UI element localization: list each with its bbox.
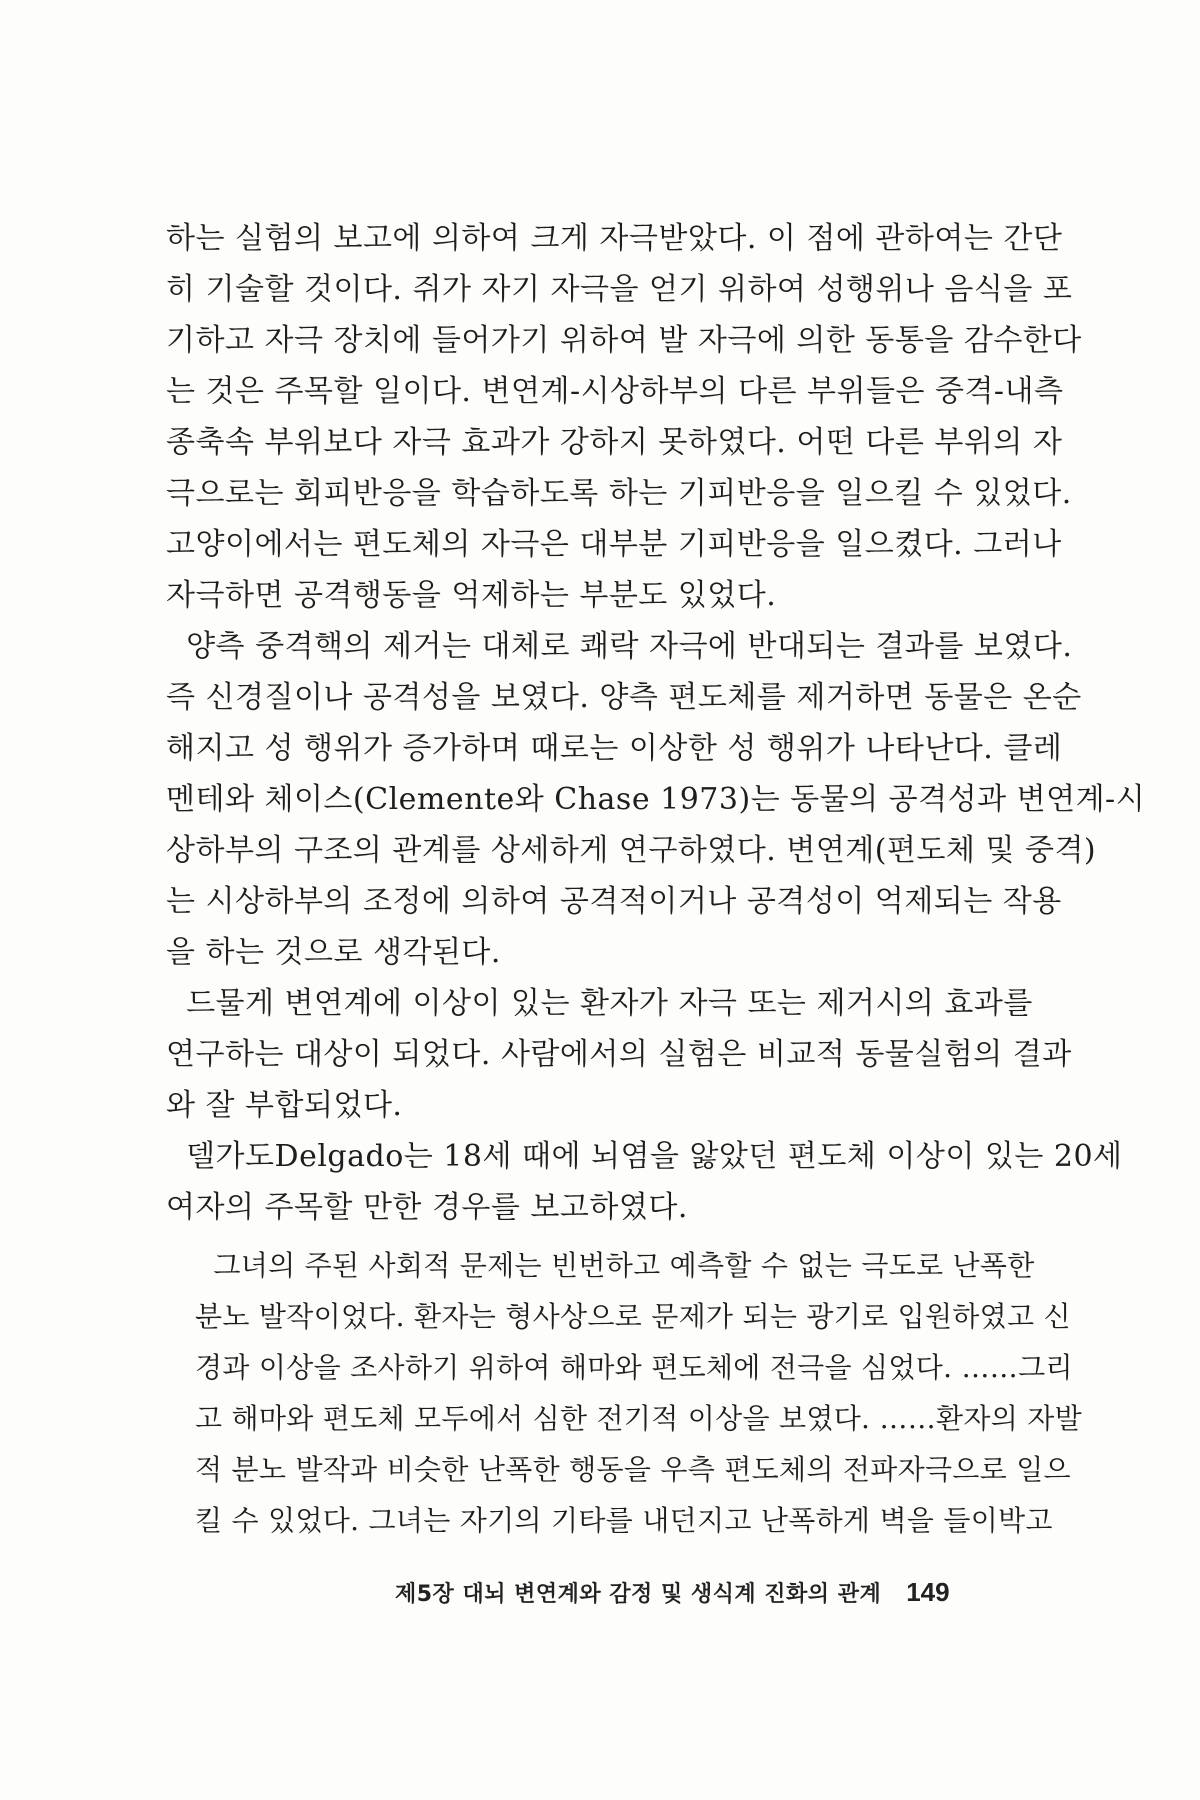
text-line: 여자의 주목할 만한 경우를 보고하였다. (166, 1190, 688, 1225)
text-line: 양측 중격핵의 제거는 대체로 쾌락 자극에 반대되는 결과를 보였다. (166, 629, 1073, 664)
text-line: 기하고 자극 장치에 들어가기 위하여 발 자극에 의한 동통을 감수한다 (166, 323, 1082, 358)
text-line: 히 기술할 것이다. 쥐가 자기 자극을 얻기 위하여 성행위나 음식을 포 (166, 272, 1073, 307)
text-line: 종축속 부위보다 자극 효과가 강하지 못하였다. 어떤 다른 부위의 자 (166, 425, 1063, 460)
text-line: 자극하면 공격행동을 억제하는 부분도 있었다. (166, 578, 777, 613)
quote-line: 분노 발작이었다. 환자는 형사상으로 문제가 되는 광기로 입원하였고 신 (195, 1300, 1071, 1333)
text-line: 델가도Delgado는 18세 때에 뇌염을 앓았던 편도체 이상이 있는 20세 (166, 1139, 1123, 1174)
quote-line: 경과 이상을 조사하기 위하여 해마와 편도체에 전극을 심었다. ……그리 (195, 1351, 1073, 1384)
page-number: 149 (906, 1577, 950, 1607)
block-quote (195, 1240, 1083, 1546)
chapter-title: 제5장 대뇌 변연계와 감정 및 생식계 진화의 관계 (395, 1582, 882, 1607)
text-line: 상하부의 구조의 관계를 상세하게 연구하였다. 변연계(편도체 및 중격) (166, 833, 1097, 868)
text-line: 멘테와 체이스(Clemente와 Chase 1973)는 동물의 공격성과 변연계-시 (166, 782, 1146, 817)
text-line: 하는 실험의 보고에 의하여 크게 자극받았다. 이 점에 관하여는 간단 (166, 221, 1063, 256)
quote-line: 고 해마와 편도체 모두에서 심한 전기적 이상을 보였다. ……환자의 자발 (195, 1402, 1083, 1435)
text-line: 는 시상하부의 조정에 의하여 공격적이거나 공격성이 억제되는 작용 (166, 884, 1062, 919)
text-line: 드물게 변연계에 이상이 있는 환자가 자극 또는 제거시의 효과를 (166, 986, 1033, 1021)
quote-line: 그녀의 주된 사회적 문제는 빈번하고 예측할 수 없는 극도로 난폭한 (195, 1249, 1035, 1282)
running-footer (395, 1574, 1035, 1613)
text-line: 해지고 성 행위가 증가하며 때로는 이상한 성 행위가 나타난다. 클레 (166, 731, 1063, 766)
text-line: 는 것은 주목할 일이다. 변연계-시상하부의 다른 부위들은 중격-내측 (166, 374, 1064, 409)
quote-line: 킬 수 있었다. 그녀는 자기의 기타를 내던지고 난폭하게 벽을 들이박고 (195, 1504, 1053, 1537)
text-line: 을 하는 것으로 생각된다. (166, 935, 501, 970)
text-line: 극으로는 회피반응을 학습하도록 하는 기피반응을 일으킬 수 있었다. (166, 476, 1072, 511)
text-line: 연구하는 대상이 되었다. 사람에서의 실험은 비교적 동물실험의 결과 (166, 1037, 1072, 1072)
body-text (166, 213, 1146, 1233)
text-line: 고양이에서는 편도체의 자극은 대부분 기피반응을 일으켰다. 그러나 (166, 527, 1062, 562)
text-line: 즉 신경질이나 공격성을 보였다. 양측 편도체를 제거하면 동물은 온순 (166, 680, 1082, 715)
text-line: 와 잘 부합되었다. (166, 1088, 403, 1123)
quote-line: 적 분노 발작과 비슷한 난폭한 행동을 우측 편도체의 전파자극으로 일으 (195, 1453, 1071, 1486)
